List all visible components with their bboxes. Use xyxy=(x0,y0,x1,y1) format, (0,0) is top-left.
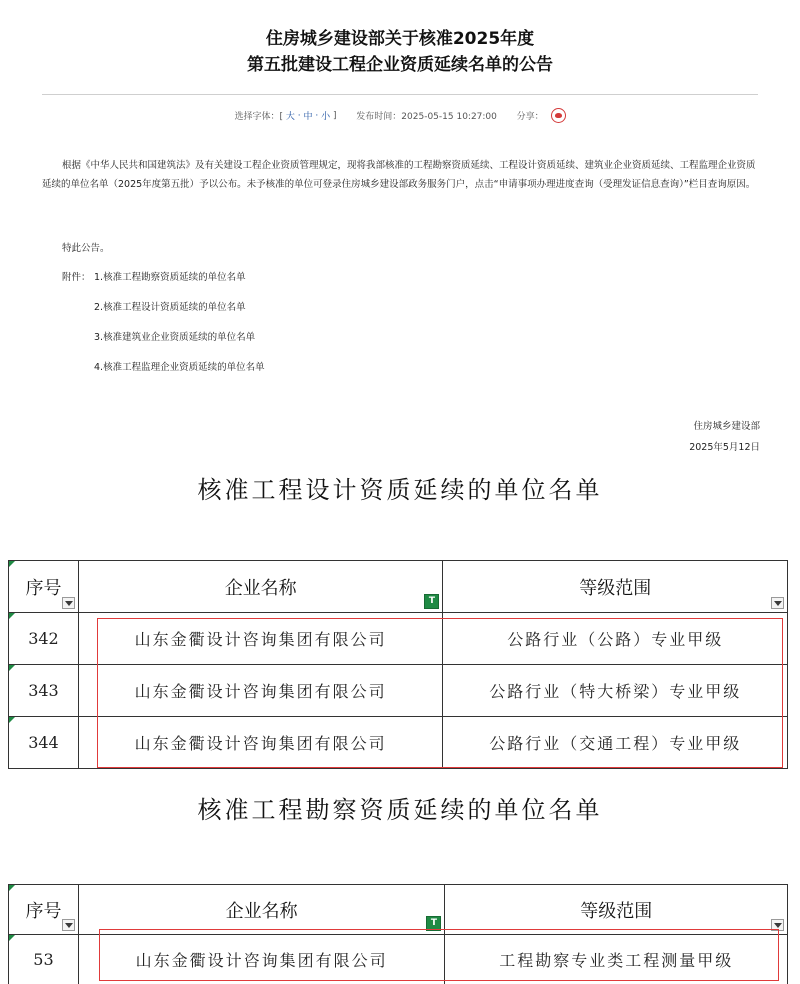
filter-dropdown-icon[interactable] xyxy=(771,597,784,609)
row-serial: 342 xyxy=(9,613,79,665)
meta-row xyxy=(0,108,800,123)
font-size-sep: · xyxy=(315,110,319,121)
attachment-link-4[interactable]: 4.核准工程监理企业资质延续的单位名单 xyxy=(94,362,265,373)
active-filter-icon[interactable]: T xyxy=(424,594,439,609)
attachment-link-1[interactable]: 1.核准工程勘察资质延续的单位名单 xyxy=(94,272,246,283)
design-list-title: 核准工程设计资质延续的单位名单 xyxy=(197,476,603,504)
header-company: 企业名称 T xyxy=(78,885,445,935)
row-scope: 公路行业（特大桥梁）专业甲级 xyxy=(443,665,788,717)
highlight-box xyxy=(97,618,783,768)
cell-marker xyxy=(9,935,15,941)
row-scope: 公路行业（公路）专业甲级 xyxy=(443,613,788,665)
title-divider xyxy=(42,94,758,95)
attachment-link-2[interactable]: 2.核准工程设计资质延续的单位名单 xyxy=(94,302,246,313)
row-company: 山东金衢设计咨询集团有限公司 xyxy=(78,717,443,769)
active-filter-icon[interactable]: T xyxy=(426,916,441,931)
filter-dropdown-icon[interactable] xyxy=(62,597,75,609)
cell-marker xyxy=(9,613,15,619)
announcement-title-line1: 住房城乡建设部关于核准2025年度 xyxy=(265,29,535,49)
signature: 住房城乡建设部 xyxy=(693,421,760,432)
cell-marker xyxy=(9,665,15,671)
design-list-screenshot xyxy=(0,458,800,783)
announcement-body: 根据《中华人民共和国建筑法》及有关建设工程企业资质管理规定，现将我部核准的工程勘察资质延续、工程设计资质延续、建筑业企业资质延续、工程监理企业资质延续的单位名单（2025年度第五批）予以公布。未予核准的单位可登录住房城乡建设部政务服务门户，点击“申请事项办理进度查询（受理发证信息查询）”栏目查询原因。 xyxy=(42,160,756,190)
announcement-title-line2: 第五批建设工程企业资质延续名单的公告 xyxy=(247,55,553,75)
row-scope: 公路行业（交通工程）专业甲级 xyxy=(443,717,788,769)
font-size-small[interactable]: 小 xyxy=(321,112,331,122)
font-size-label: 选择字体：[ xyxy=(234,112,283,122)
font-size-medium[interactable]: 中 xyxy=(303,112,313,122)
announcement-date: 2025年5月12日 xyxy=(689,442,760,453)
row-company: 山东金衢设计咨询集团有限公司 xyxy=(78,935,445,984)
font-size-sep: · xyxy=(297,110,301,121)
share-label: 分享： xyxy=(516,112,544,122)
survey-list-title: 核准工程勘察资质延续的单位名单 xyxy=(197,796,603,824)
publish-time: 发布时间：2025-05-15 10:27:00 xyxy=(356,112,497,122)
table-header-row xyxy=(9,885,788,935)
table-header-row xyxy=(9,561,788,613)
special-notice: 特此公告。 xyxy=(62,243,110,254)
cell-marker xyxy=(9,561,15,567)
filter-dropdown-icon[interactable] xyxy=(62,919,75,931)
font-size-close: ] xyxy=(333,110,337,121)
attachments-label: 附件： xyxy=(62,272,91,283)
header-scope: 等级范围 xyxy=(443,561,788,613)
row-company: 山东金衢设计咨询集团有限公司 xyxy=(78,665,443,717)
highlight-box xyxy=(99,929,779,981)
row-serial: 53 xyxy=(9,935,79,984)
row-scope: 工程勘察专业类工程测量甲级 xyxy=(445,935,788,984)
row-company: 山东金衢设计咨询集团有限公司 xyxy=(78,613,443,665)
header-serial: 序号 xyxy=(9,561,79,613)
cell-marker xyxy=(9,717,15,723)
cell-marker xyxy=(9,885,15,891)
header-company: 企业名称 T xyxy=(78,561,443,613)
header-serial: 序号 xyxy=(9,885,79,935)
row-serial: 343 xyxy=(9,665,79,717)
row-serial: 344 xyxy=(9,717,79,769)
header-scope: 等级范围 xyxy=(445,885,788,935)
announcement xyxy=(0,0,800,458)
survey-list-screenshot xyxy=(0,788,800,984)
weibo-share-icon[interactable] xyxy=(551,108,566,123)
font-size-large[interactable]: 大 xyxy=(285,112,295,122)
attachment-link-3[interactable]: 3.核准建筑业企业资质延续的单位名单 xyxy=(94,332,256,343)
